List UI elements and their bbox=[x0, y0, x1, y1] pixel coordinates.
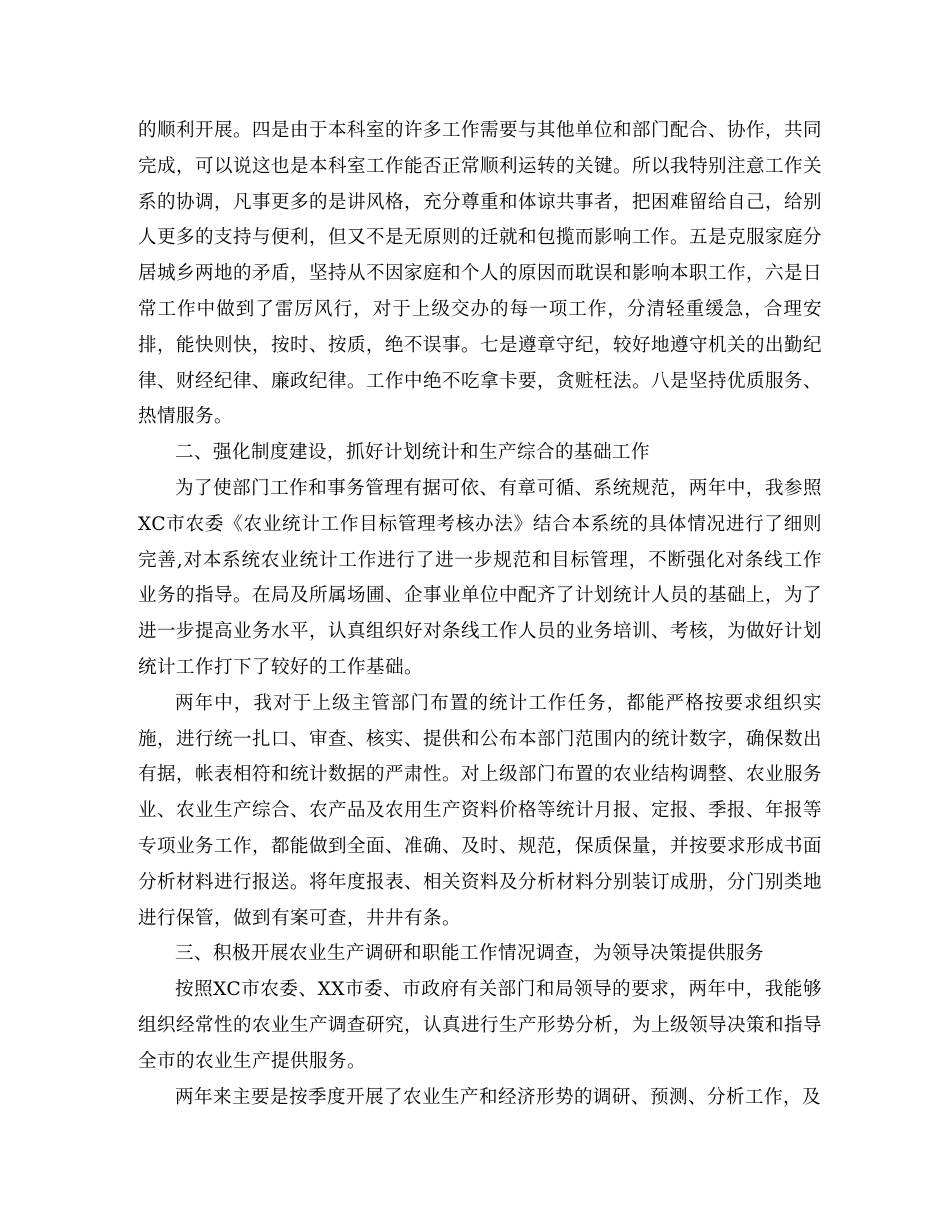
section-heading-3: 三、积极开展农业生产调研和职能工作情况调查，为领导决策提供服务 bbox=[175, 943, 765, 965]
paragraph-research: 按照XC市农委、XX市委、市政府有关部门和局领导的要求，两年中，我能够组织经常性的农业生产调查研究，认真进行生产形势分析，为上级领导决策和指导全市的农业生产提供服务。 bbox=[138, 979, 823, 1072]
section-heading-2: 二、强化制度建设，抓好计划统计和生产综合的基础工作 bbox=[175, 442, 651, 464]
paragraph-system-standards: 为了使部门工作和事务管理有据可依、有章可循、系统规范，两年中，我参照XC市农委《农业统计工作目标管理考核办法》结合本系统的具体情况进行了细则完善,对本系统农业统计工作进行了进一步规范和目标管理，不断强化对条线工作业务的指导。在局及所属场圃、企事业单位中配齐了计划统计人员的基础上，为了进一步提高业务水平，认真组织好对条线工作人员的业务培训、考核，为做好计划统计工作打下了较好的工作基础。 bbox=[138, 477, 823, 678]
paragraph-continuation: 的顺利开展。四是由于本科室的许多工作需要与其他单位和部门配合、协作，共同完成，可以说这也是本科室工作能否正常顺利运转的关键。所以我特别注意工作关系的协调，凡事更多的是讲风格，充分尊重和体谅共事者，把困难留给自己，给别人更多的支持与便利，但又不是无原则的迁就和包揽而影响工作。五是克服家庭分居城乡两地的矛盾，坚持从不因家庭和个人的原因而耽误和影响本职工作，六是日常工作中做到了雷厉风行，对于上级交办的每一项工作，分清轻重缓急，合理安排，能快则快，按时、按质，绝不误事。七是遵章守纪，较好地遵守机关的出勤纪律、财经纪律、廉政纪律。工作中绝不吃拿卡要，贪赃枉法。八是坚持优质服务、热情服务。 bbox=[138, 120, 823, 428]
paragraph-quarterly-analysis: 两年来主要是按季度开展了农业生产和经济形势的调研、预测、分析工作，及 bbox=[175, 1086, 822, 1108]
document-body bbox=[138, 113, 822, 1115]
paragraph-statistics-tasks: 两年中，我对于上级主管部门布置的统计工作任务，都能严格按要求组织实施，进行统一扎口、审查、核实、提供和公布本部门范围内的统计数字，确保数出有据，帐表相符和统计数据的严肃性。对上级部门布置的农业结构调整、农业服务业、农业生产综合、农产品及农用生产资料价格等统计月报、定报、季报、年报等专项业务工作，都能做到全面、准确、及时、规范，保质保量，并按要求形成书面分析材料进行报送。将年度报表、相关资料及分析材料分别装订成册，分门别类地进行保管，做到有案可查，井井有条。 bbox=[138, 692, 823, 929]
